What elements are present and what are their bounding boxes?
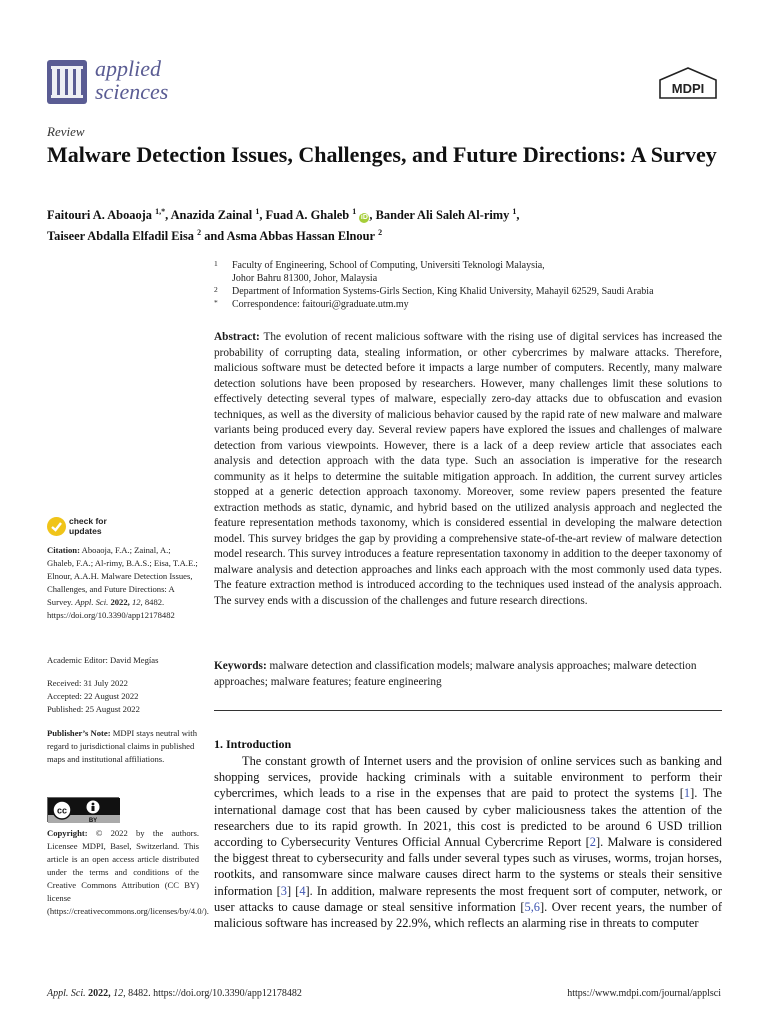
author-name[interactable]: Bander Ali Saleh Al-rimy xyxy=(375,208,510,223)
footer-year: 2022, xyxy=(88,988,111,999)
affiliation-mark: 1 xyxy=(214,259,218,268)
author-sup: 2 xyxy=(378,228,383,238)
check-updates-icon xyxy=(47,517,66,536)
citation-volume: 12, xyxy=(131,597,143,607)
author-name[interactable]: Faitouri A. Aboaoja xyxy=(47,208,152,223)
section-heading: 1. Introduction xyxy=(214,737,292,751)
reference-link[interactable]: 1 xyxy=(683,786,691,801)
affiliation-item xyxy=(214,272,734,285)
published-date: Published: 25 August 2022 xyxy=(47,704,140,714)
author-name[interactable]: Asma Abbas Hassan Elnour xyxy=(226,229,376,244)
received-date: Received: 31 July 2022 xyxy=(47,678,128,688)
reference-link[interactable]: 3 xyxy=(280,883,287,898)
citation-label: Citation: xyxy=(47,545,80,555)
cc-by-label: BY xyxy=(88,818,98,823)
dates-block xyxy=(47,677,199,716)
author-sup: 1 xyxy=(352,207,357,216)
paragraph-text: ]. Over recent years, the number of malicious software has increased by 22.9%, which reflects an alarming rise in threats to computer xyxy=(214,899,722,931)
journal-name xyxy=(95,57,168,103)
copyright-block xyxy=(47,827,209,918)
orcid-icon[interactable]: iD xyxy=(360,214,368,222)
author-sup: 1 xyxy=(255,207,260,216)
paragraph-text: ]. The international damage cost that has been caused by cyber maliciousness takes the attention of the researchers due to its rapid growth. In 2021, this cost is predicted to be around 6 USD trillion according to Cybersecurity Ventures Official Annual Cybercrime Report [ xyxy=(214,786,722,850)
citation-block xyxy=(47,544,199,622)
academic-editor: Academic Editor: David Megías xyxy=(47,655,159,665)
publisher-note-text: MDPI stays neutral with regard to jurisdictional claims in published maps and institutional affiliations. xyxy=(47,728,197,764)
keywords-text: malware detection and classification models; malware analysis approaches; malware detection approaches; malware features; feature engineering xyxy=(214,660,697,688)
keywords xyxy=(214,659,722,690)
affiliation-mark: 2 xyxy=(214,285,218,294)
citation-journal: Appl. Sci. xyxy=(75,597,109,607)
footer-citation xyxy=(47,988,302,999)
svg-text:cc: cc xyxy=(56,805,68,816)
copyright-label: Copyright: xyxy=(47,828,88,838)
author-sup: 1 xyxy=(512,207,517,216)
copyright-text: © 2022 by the authors. Licensee MDPI, Basel, Switzerland. This article is an open access article distributed under the terms and conditions of the Creative Commons Attribution (CC BY) license (https://creativecommons.org/licenses/by/4.0/). xyxy=(47,828,209,916)
journal-name-line1: applied xyxy=(95,56,161,81)
keywords-label: Keywords: xyxy=(214,660,267,672)
author-list: Faitouri A. Aboaoja $^{1,*}$, Anazida Zainal $^1$, Fuad A. Ghaleb $^1$ iD , Bander Ali Saleh Al-rimy $^1$, Taiseer Abdalla Elfadil Eisa $^2$ and Asma Abbas Hassan Elnour $^2$ xyxy=(47,207,520,244)
section-divider xyxy=(214,710,722,711)
author-sup: 2 xyxy=(197,228,202,238)
correspondence-email[interactable]: Correspondence: faitouri@graduate.utm.my xyxy=(232,299,409,310)
affiliation-item xyxy=(214,298,734,311)
footer-doi[interactable]: 8482. https://doi.org/10.3390/app12178482 xyxy=(128,988,302,999)
paragraph-text: The constant growth of Internet users and the provision of online services such as banking and shopping services, provide hacking criminals with a suitable environment to perform their cybercrimes, which leads to a rise in the expenses that are paid to protect the systems [ xyxy=(214,754,722,801)
footer-journal-url[interactable]: https://www.mdpi.com/journal/applsci xyxy=(567,988,721,999)
abstract-text: The evolution of recent malicious software with the rising use of digital services has increased the probability of corrupting data, stealing information, or other cybercrimes by malware attacks. Therefore, malicious software must be detected before it impacts a large number of computers. Recently, many malware detection solutions have been proposed by researchers. However, many challenges limit these solutions to effectively detecting several types of malware, especially zero-day attacks due to obfuscation and evasion techniques, as well as the diversity of malicious behavior caused by the rapid rate of new malware and malware variants being produced every day. Several review papers have explored the issues and challenges of malware detection from various viewpoints. However, there is a lack of a deep review article that associates each analysis and detection approach with the data type. Such an association is imperative for the research community as it helps to determine the suitable mitigation approach. In addition, the current survey articles stopped at a generic detection approach taxonomy. Moreover, some review papers presented the feature extraction methods as static, dynamic, and hybrid based on the utilized analysis approach and neglected the feature representation methods taxonomy, which is considered essential in developing the malware detection model. This survey bridges the gap by providing a comprehensive state-of-the-art review of malware detection model research. This survey introduces a feature representation taxonomy in addition to the deeper taxonomy of malware analysis and detection approaches and links each approach with the most commonly used data types. The feature extraction method is introduced according to the techniques used instead of the analysis approach. The survey ends with a discussion of the challenges and future research directions. xyxy=(214,331,722,607)
article-title: Malware Detection Issues, Challenges, and Future Directions: A Survey xyxy=(47,142,717,167)
abstract xyxy=(214,330,722,609)
footer-volume: 12, xyxy=(113,988,126,999)
publisher-note xyxy=(47,727,199,766)
paragraph-text: ] [ xyxy=(286,883,300,898)
paragraph-text: ]. In addition, malware represents the most frequent sort of computer, network, or user attacks to cause damage or steal sensitive information [ xyxy=(214,883,722,914)
reference-link[interactable]: 2 xyxy=(589,835,596,850)
author-name[interactable]: Fuad A. Ghaleb xyxy=(265,208,350,223)
affiliation-text: Faculty of Engineering, School of Computing, Universiti Teknologi Malaysia, xyxy=(232,260,545,271)
affiliations xyxy=(214,259,734,311)
cc-by-license-icon[interactable] xyxy=(47,797,119,822)
citation-text: Aboaoja, F.A.; Zainal, A.; Ghaleb, F.A.; Al-rimy, B.A.S.; Eisa, T.A.E.; Elnour, A.A.H. Malware Detection Issues, Challenges, and Future Directions: A Survey. xyxy=(47,545,198,607)
journal-logo-icon xyxy=(47,60,87,104)
journal-name-line2: sciences xyxy=(95,79,169,104)
author-name[interactable]: Taiseer Abdalla Elfadil Eisa xyxy=(47,229,195,244)
citation-doi[interactable]: 8482. https://doi.org/10.3390/app12178482 xyxy=(47,597,175,620)
footer-journal: Appl. Sci. xyxy=(47,988,86,999)
check-updates-line1: check for xyxy=(69,516,107,526)
affiliation-item xyxy=(214,259,734,272)
introduction-paragraph xyxy=(214,753,722,931)
mdpi-logo xyxy=(656,66,720,102)
mdpi-logo-text: MDPI xyxy=(671,81,705,96)
paragraph-text: ]. Malware is considered the biggest threat to cybersecurity and falls under several types such as viruses, worms, trojan horses, rootkits, and ransomware since malware causes direct harm to the systems or steals their sensitive information [ xyxy=(214,835,722,898)
abstract-label: Abstract: xyxy=(214,331,260,343)
reference-link[interactable]: 4 xyxy=(299,883,306,898)
accepted-date: Accepted: 22 August 2022 xyxy=(47,691,139,701)
publisher-note-label: Publisher’s Note: xyxy=(47,728,111,738)
author-sup: 1,* xyxy=(155,207,166,216)
citation-year: 2022, xyxy=(110,597,130,607)
author-name[interactable]: Anazida Zainal xyxy=(170,208,253,223)
affiliation-item xyxy=(214,285,734,298)
affiliation-mark: * xyxy=(214,298,218,307)
reference-link[interactable]: 5,6 xyxy=(524,899,541,914)
check-updates-line2: updates xyxy=(69,526,102,536)
article-type: Review xyxy=(47,124,85,139)
affiliation-text: Johor Bahru 81300, Johor, Malaysia xyxy=(232,273,378,284)
affiliation-text: Department of Information Systems-Girls Section, King Khalid University, Mahayil 62529, Saudi Arabia xyxy=(232,286,654,297)
